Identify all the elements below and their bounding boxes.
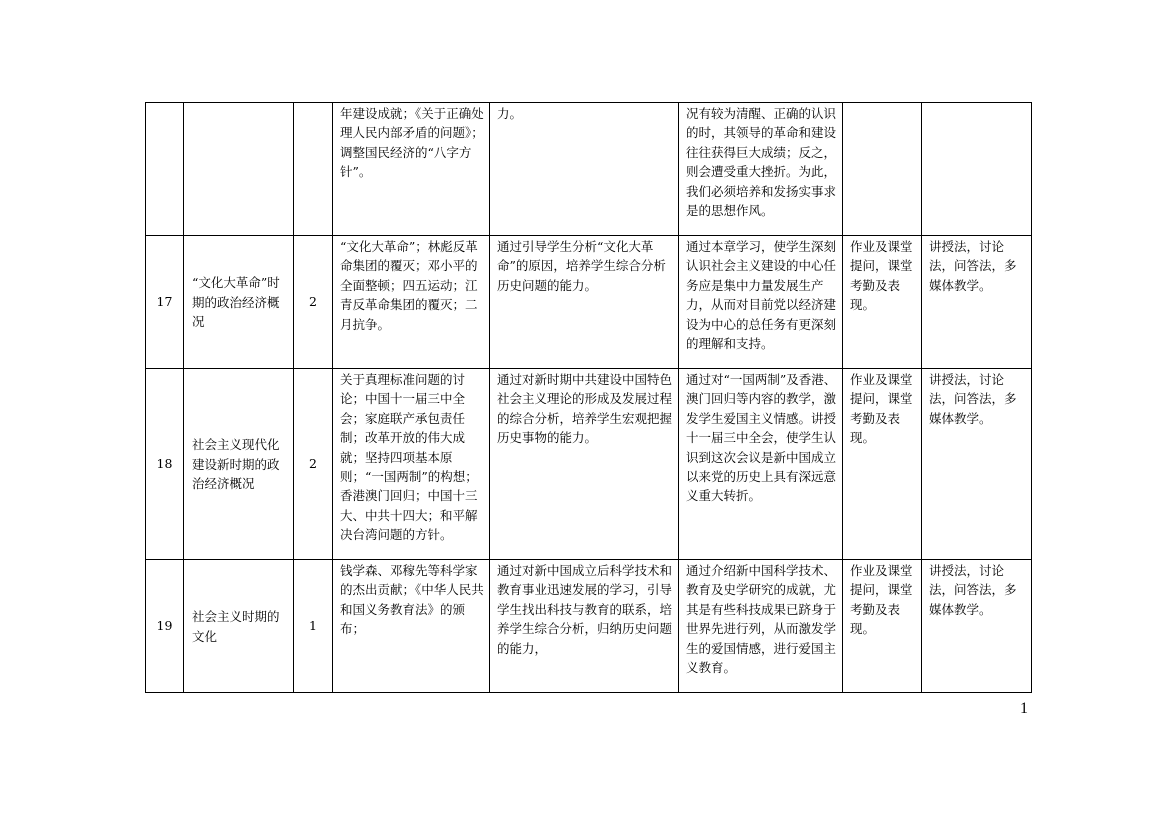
ability-goal-cell: 通过引导学生分析“文化大革命”的原因，培养学生综合分析历史问题的能力。 — [490, 236, 679, 369]
ability-goal-cell: 通过对新中国成立后科学技术和教育事业迅速发展的学习，引导学生找出科技与教育的联系，培养学生综合分析，归纳历史问题的能力， — [490, 560, 679, 693]
class-hours-cell — [294, 103, 333, 236]
chapter-number-cell: 19 — [146, 560, 184, 693]
education-goal-cell: 通过对“一国两制”及香港、澳门回归等内容的教学，激发学生爱国主义情感。讲授十一届三中全会，使学生认识到这次会议是新中国成立以来党的历史上具有深远意义重大转折。 — [679, 369, 843, 560]
chapter-number-cell — [146, 103, 184, 236]
chapter-topic-cell: “文化大革命”时期的政治经济概况 — [184, 236, 294, 369]
teaching-method-cell — [922, 103, 1032, 236]
assessment-cell: 作业及课堂提问，课堂考勤及表现。 — [843, 560, 922, 693]
education-goal-cell: 况有较为清醒、正确的认识的时，其领导的革命和建设往往获得巨大成绩；反之，则会遭受重大挫折。为此，我们必须培养和发扬实事求是的思想作风。 — [679, 103, 843, 236]
chapter-number-cell: 18 — [146, 369, 184, 560]
table-row — [146, 369, 1032, 560]
table-row — [146, 103, 1032, 236]
table-row — [146, 236, 1032, 369]
assessment-cell — [843, 103, 922, 236]
table-row — [146, 560, 1032, 693]
chapter-topic-cell — [184, 103, 294, 236]
teaching-method-cell: 讲授法，讨论法，问答法，多媒体教学。 — [922, 236, 1032, 369]
teaching-content-cell: 关于真理标准问题的讨论；中国十一届三中全会；家庭联产承包责任制；改革开放的伟大成就；坚持四项基本原则；“一国两制”的构想；香港澳门回归；中国十三大、中共十四大；和平解决台湾问题的方针。 — [333, 369, 490, 560]
teaching-method-cell: 讲授法，讨论法，问答法，多媒体教学。 — [922, 369, 1032, 560]
teaching-content-cell: 年建设成就；《关于正确处理人民内部矛盾的问题》；调整国民经济的“八字方针”。 — [333, 103, 490, 236]
teaching-method-cell: 讲授法，讨论法，问答法，多媒体教学。 — [922, 560, 1032, 693]
ability-goal-cell: 力。 — [490, 103, 679, 236]
assessment-cell: 作业及课堂提问，课堂考勤及表现。 — [843, 236, 922, 369]
class-hours-cell: 2 — [294, 369, 333, 560]
education-goal-cell: 通过介绍新中国科学技术、教育及史学研究的成就，尤其是有些科技成果已跻身于世界先进行列，从而激发学生的爱国情感，进行爱国主义教育。 — [679, 560, 843, 693]
teaching-content-cell: “文化大革命”；林彪反革命集团的覆灭；邓小平的全面整顿；四五运动；江青反革命集团的覆灭；二月抗争。 — [333, 236, 490, 369]
class-hours-cell: 1 — [294, 560, 333, 693]
chapter-topic-cell: 社会主义时期的文化 — [184, 560, 294, 693]
assessment-cell: 作业及课堂提问，课堂考勤及表现。 — [843, 369, 922, 560]
page-number: 1 — [1020, 700, 1028, 717]
syllabus-table — [145, 102, 1032, 693]
teaching-content-cell: 钱学森、邓稼先等科学家的杰出贡献；《中华人民共和国义务教育法》的颁布； — [333, 560, 490, 693]
education-goal-cell: 通过本章学习，使学生深刻认识社会主义建设的中心任务应是集中力量发展生产力，从而对目前党以经济建设为中心的总任务有更深刻的理解和支持。 — [679, 236, 843, 369]
chapter-topic-cell: 社会主义现代化建设新时期的政治经济概况 — [184, 369, 294, 560]
ability-goal-cell: 通过对新时期中共建设中国特色社会主义理论的形成及发展过程的综合分析，培养学生宏观把握历史事物的能力。 — [490, 369, 679, 560]
class-hours-cell: 2 — [294, 236, 333, 369]
chapter-number-cell: 17 — [146, 236, 184, 369]
